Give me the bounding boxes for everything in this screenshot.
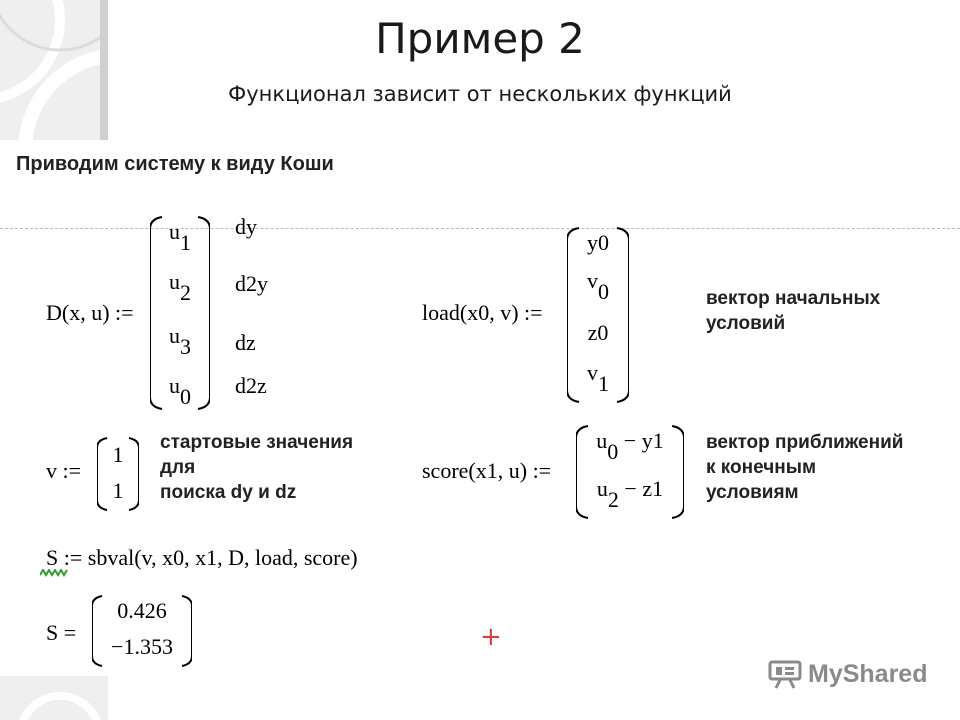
note-line: условиям [706, 482, 799, 503]
matrix-entry: $u_3$ [169, 323, 191, 359]
plus-mark: + [480, 622, 502, 652]
presentation-board-icon [768, 659, 802, 689]
matrix-entry: $u_0 - y1$ [596, 428, 664, 464]
matrix-entry: $v_1$ [587, 360, 609, 396]
warning-squiggle-icon [40, 569, 68, 577]
myshared-logo [768, 656, 927, 692]
load-note [706, 286, 880, 336]
load-def-matrix [567, 226, 629, 404]
corner-decoration-bottom [0, 676, 108, 720]
dashed-divider [0, 228, 960, 229]
note-line: вектор приближений [706, 432, 904, 453]
derivative-label: d2z [235, 373, 267, 398]
v-def-matrix [97, 436, 139, 512]
d-def-lhs: D(x, u) := [46, 300, 134, 325]
matrix-entry: $u_2 - z1$ [596, 476, 664, 512]
matrix-entry: 1 [112, 478, 124, 503]
slide-subtitle: Функционал зависит от нескольких функций [228, 82, 732, 106]
derivative-label: d2y [235, 271, 268, 296]
sbval-expression: S := sbval(v, x0, x1, D, load, score) [46, 545, 358, 570]
score-def-matrix [576, 424, 684, 520]
matrix-entry: $u_0$ [169, 373, 191, 409]
matrix-entry: −1.353 [111, 634, 173, 659]
derivative-label: dz [235, 330, 256, 355]
matrix-entry: $u_1$ [169, 219, 191, 255]
matrix-entry: 1 [112, 442, 124, 467]
derivative-label: dy [235, 214, 257, 239]
load-def-lhs: load(x0, v) := [422, 300, 543, 325]
note-line: условий [706, 313, 786, 334]
v-note [160, 430, 353, 505]
result-matrix [92, 594, 192, 668]
v-def-lhs: v := [46, 458, 82, 483]
note-line: стартовые значения [160, 432, 354, 453]
result-lhs: S = [46, 620, 77, 645]
matrix-entry: z0 [587, 320, 609, 345]
matrix-entry: $u_2$ [169, 269, 191, 305]
score-def-lhs: score(x1, u) := [422, 458, 552, 483]
note-line: вектор начальных [706, 288, 881, 309]
note-line: поиска dy и dz [160, 482, 297, 503]
logo-text: MyShared [808, 659, 928, 688]
note-line: к конечным [706, 457, 817, 478]
d-def-matrix [150, 215, 210, 411]
section-heading: Приводим систему к виду Коши [16, 153, 334, 175]
matrix-entry: 0.426 [117, 598, 167, 623]
matrix-entry: y0 [587, 230, 609, 255]
matrix-entry: $v_0$ [587, 268, 609, 304]
note-line: для [160, 457, 196, 478]
score-note [706, 430, 903, 505]
slide-title: Пример 2 [375, 14, 585, 63]
